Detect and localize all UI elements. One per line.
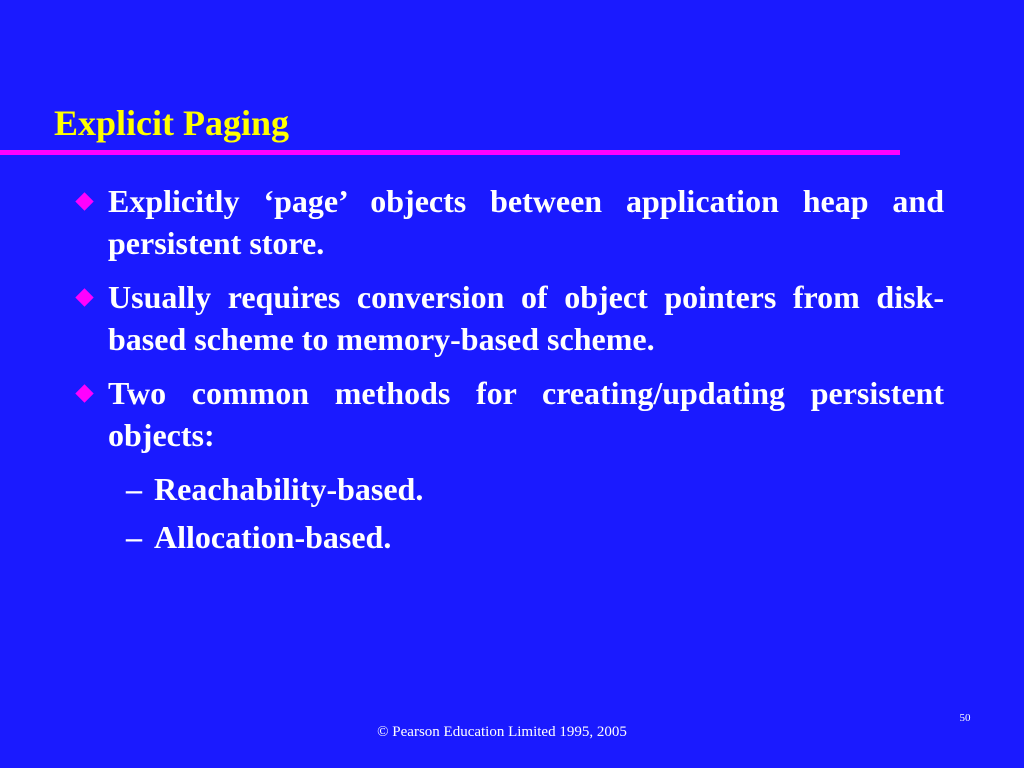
copyright-footer: © Pearson Education Limited 1995, 2005 [377,724,627,740]
bullet-text: Two common methods for creating/updating persistent objects: [108,375,944,453]
dash-marker: – [126,519,142,555]
bullet-text: Usually requires conversion of object pointers from disk-based scheme to memory-based scheme. [108,279,944,357]
bullet-text: Explicitly ‘page’ objects between application heap and persistent store. [108,183,944,261]
sub-bullet-item [72,516,944,558]
bullet-item [72,372,944,456]
sub-bullet-item [72,468,944,510]
slide-content [72,180,944,564]
title-underline-rule [0,150,900,155]
slide-title: Explicit Paging [54,103,290,143]
page-number: 50 [959,712,971,724]
sub-bullet-text: Allocation-based. [154,519,392,555]
diamond-bullet-icon [75,192,93,210]
bullet-item [72,276,944,360]
sub-bullet-text: Reachability-based. [154,471,424,507]
dash-marker: – [126,471,142,507]
bullet-item [72,180,944,264]
diamond-bullet-icon [75,288,93,306]
diamond-bullet-icon [75,384,93,402]
